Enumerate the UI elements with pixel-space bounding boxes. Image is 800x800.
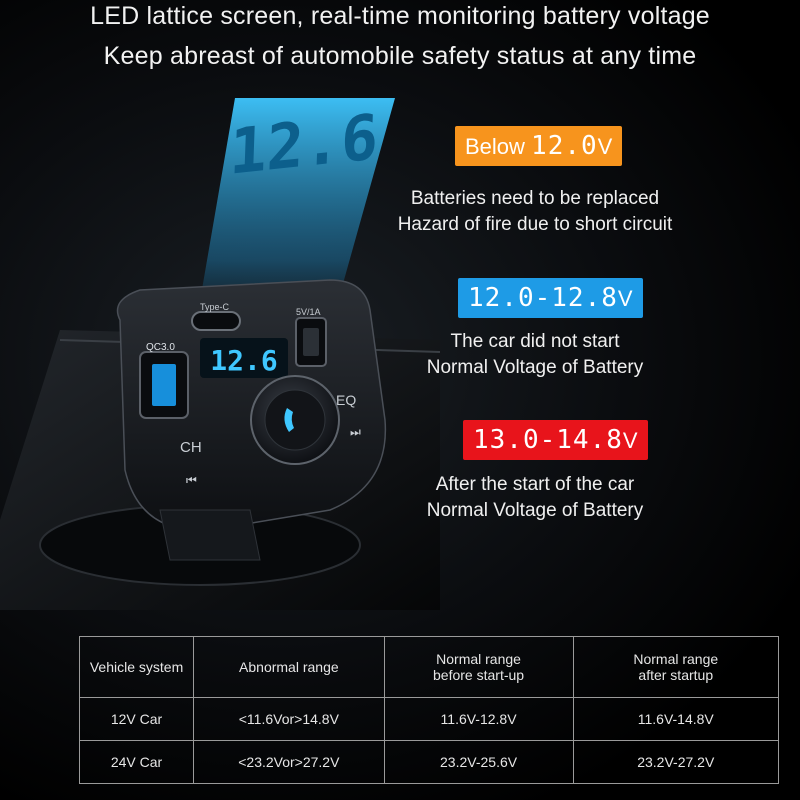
prev-button: ⏮ [186, 473, 197, 487]
badge-13-14_8v [463, 420, 648, 460]
table-header-cell: Vehicle system [80, 637, 194, 698]
desc-line: Hazard of fire due to short circuit [397, 214, 673, 235]
badge-12-12_8v [458, 278, 643, 318]
desc-line: Normal Voltage of Battery [426, 500, 644, 521]
typec-port [192, 312, 240, 330]
table-cell: <23.2Vor>27.2V [194, 741, 385, 784]
badge-unit: V [597, 134, 613, 159]
desc-line: Normal Voltage of Battery [426, 357, 644, 378]
table-cell: 23.2V-25.6V [384, 741, 573, 784]
table-cell: 23.2V-27.2V [573, 741, 778, 784]
qc-usb-insert [152, 364, 176, 406]
desc-line: After the start of the car [435, 474, 635, 495]
voltage-range-table [79, 636, 779, 784]
projected-display: 12.6 [228, 99, 380, 189]
badge-value: 12.0 [531, 131, 598, 161]
desc-line: Batteries need to be replaced [410, 188, 660, 209]
badge-value: 12.0-12.8 [468, 283, 618, 313]
control-knob-inner [265, 390, 325, 450]
table-cell: 12V Car [80, 698, 194, 741]
badge-prefix: Below [465, 134, 532, 159]
desc-line: The car did not start [450, 331, 620, 352]
table-header-cell: Abnormal range [194, 637, 385, 698]
table-header-cell: Normal range before start-up [384, 637, 573, 698]
table-cell: <11.6Vor>14.8V [194, 698, 385, 741]
table-row [80, 698, 779, 741]
ch-button: CH [180, 439, 202, 456]
table-cell: 11.6V-12.8V [384, 698, 573, 741]
charger-neck [160, 510, 260, 560]
eq-button: EQ [336, 392, 357, 408]
qc-port-label: QC3.0 [146, 342, 175, 353]
badge-value: 13.0-14.8 [473, 425, 623, 455]
badge-unit: V [617, 286, 633, 311]
device-led-value: 12.6 [210, 344, 278, 377]
table-cell: 24V Car [80, 741, 194, 784]
desc-below-12v [395, 186, 675, 238]
car-charger-illustration [0, 90, 440, 610]
table-header-row [80, 637, 779, 698]
next-button: ⏭ [350, 425, 361, 439]
desc-13-14_8v [410, 472, 660, 524]
table-cell: 11.6V-14.8V [573, 698, 778, 741]
table-row [80, 741, 779, 784]
typec-port-label: Type-C [200, 302, 230, 312]
headline-line-2: Keep abreast of automobile safety status at any time [103, 42, 697, 70]
table-header-cell: Normal range after startup [573, 637, 778, 698]
badge-unit: V [622, 428, 638, 453]
desc-12-12_8v [410, 329, 660, 381]
headline-line-1: LED lattice screen, real-time monitoring battery voltage [90, 2, 710, 30]
badge-below-12v [455, 126, 622, 166]
usb-port-label: 5V/1A [296, 307, 321, 317]
usb-port-insert [303, 328, 319, 356]
